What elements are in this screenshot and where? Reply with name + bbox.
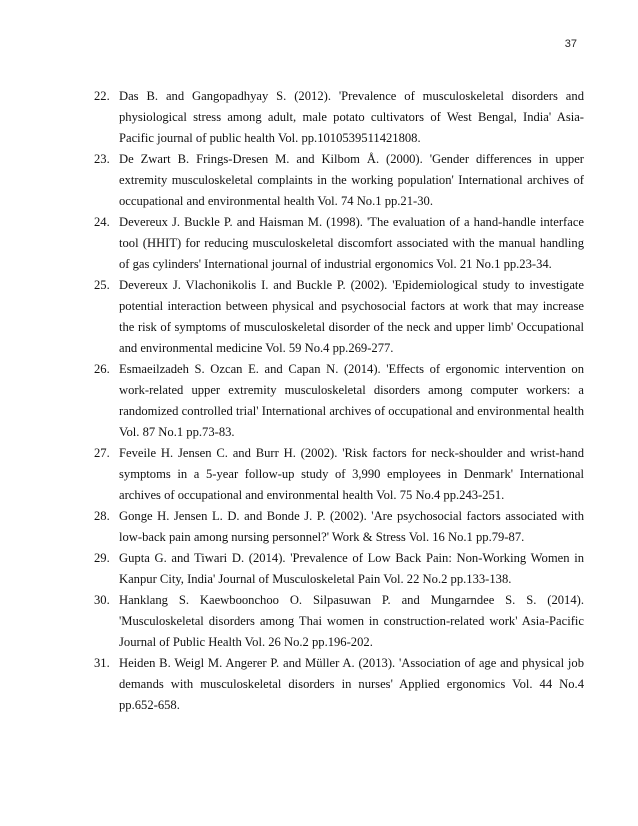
reference-text: Feveile H. Jensen C. and Burr H. (2002). 'Risk factors for neck-shoulder and wrist-hand symptoms in a 5-year follow-up study of 3,990 employees in Denmark' International archives of occupational and environmental health Vol. 75 No.4 pp.243-251. bbox=[119, 446, 584, 502]
reference-list bbox=[94, 86, 584, 716]
reference-item bbox=[94, 506, 584, 548]
reference-item bbox=[94, 653, 584, 716]
page-number: 37 bbox=[564, 38, 577, 50]
reference-number: 25. bbox=[94, 278, 110, 292]
reference-number: 27. bbox=[94, 446, 110, 460]
reference-item bbox=[94, 275, 584, 359]
reference-number: 28. bbox=[94, 509, 110, 523]
reference-text: Gonge H. Jensen L. D. and Bonde J. P. (2002). 'Are psychosocial factors associated with low-back pain among nursing personnel?' Work & Stress Vol. 16 No.1 pp.79-87. bbox=[119, 509, 584, 544]
reference-number: 29. bbox=[94, 551, 110, 565]
reference-text: Devereux J. Buckle P. and Haisman M. (1998). 'The evaluation of a hand-handle interface tool (HHIT) for reducing musculoskeletal discomfort associated with the manual handling of gas cylinders' International journal of industrial ergonomics Vol. 21 No.1 pp.23-34. bbox=[119, 215, 584, 271]
reference-text: Hanklang S. Kaewboonchoo O. Silpasuwan P. and Mungarndee S. S. (2014). 'Musculoskeletal disorders among Thai women in construction-related work' Asia-Pacific Journal of Public Health Vol. 26 No.2 pp.196-202. bbox=[119, 593, 584, 649]
reference-number: 23. bbox=[94, 152, 110, 166]
reference-text: Das B. and Gangopadhyay S. (2012). 'Prevalence of musculoskeletal disorders and physiological stress among adult, male potato cultivators of West Bengal, India' Asia-Pacific journal of public health Vol. pp.1010539511421808. bbox=[119, 89, 584, 145]
reference-item bbox=[94, 212, 584, 275]
reference-item bbox=[94, 86, 584, 149]
reference-item bbox=[94, 359, 584, 443]
reference-item bbox=[94, 590, 584, 653]
reference-text: Heiden B. Weigl M. Angerer P. and Müller A. (2013). 'Association of age and physical job demands with musculoskeletal disorders in nurses' Applied ergonomics Vol. 44 No.4 pp.652-658. bbox=[119, 656, 584, 712]
reference-text: De Zwart B. Frings-Dresen M. and Kilbom Å. (2000). 'Gender differences in upper extremity musculoskeletal complaints in the working population' International archives of occupational and environmental health Vol. 74 No.1 pp.21-30. bbox=[119, 152, 584, 208]
reference-number: 22. bbox=[94, 89, 110, 103]
reference-text: Esmaeilzadeh S. Ozcan E. and Capan N. (2014). 'Effects of ergonomic intervention on work-related upper extremity musculoskeletal disorders among computer workers: a randomized controlled trial' International archives of occupational and environmental health Vol. 87 No.1 pp.73-83. bbox=[119, 362, 584, 439]
reference-text: Gupta G. and Tiwari D. (2014). 'Prevalence of Low Back Pain: Non-Working Women in Kanpur City, India' Journal of Musculoskeletal Pain Vol. 22 No.2 pp.133-138. bbox=[119, 551, 584, 586]
reference-number: 30. bbox=[94, 593, 110, 607]
reference-text: Devereux J. Vlachonikolis I. and Buckle P. (2002). 'Epidemiological study to investigate potential interaction between physical and psychosocial factors at work that may increase the risk of symptoms of musculoskeletal disorder of the neck and upper limb' Occupational and environmental medicine Vol. 59 No.4 pp.269-277. bbox=[119, 278, 584, 355]
reference-number: 31. bbox=[94, 656, 110, 670]
reference-item bbox=[94, 149, 584, 212]
reference-number: 24. bbox=[94, 215, 110, 229]
reference-item bbox=[94, 548, 584, 590]
reference-number: 26. bbox=[94, 362, 110, 376]
reference-item bbox=[94, 443, 584, 506]
